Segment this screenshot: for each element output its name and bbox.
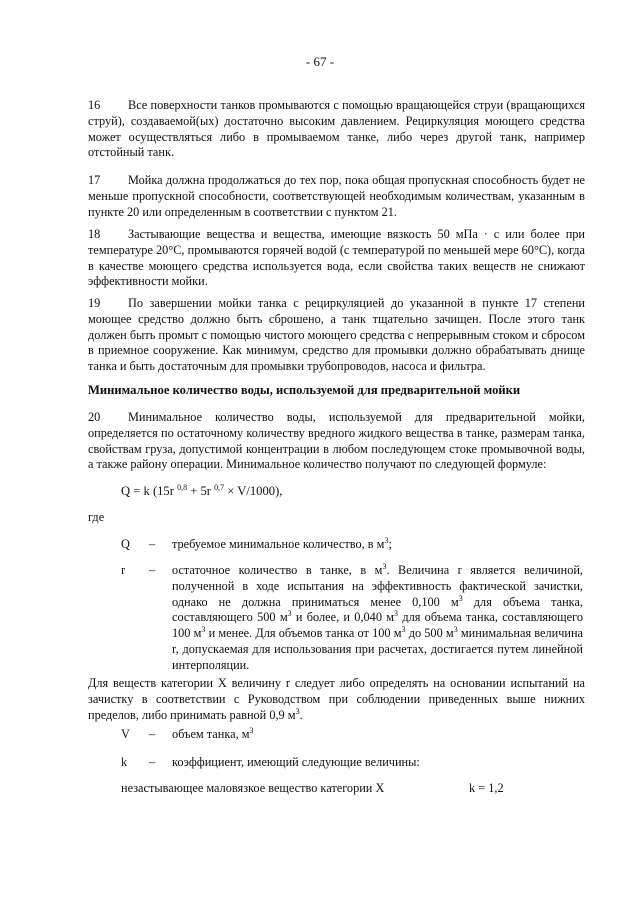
paragraph-number: 18 — [88, 227, 101, 241]
definition-v — [121, 727, 521, 743]
paragraph-17 — [88, 173, 585, 220]
definition-k — [121, 755, 521, 771]
definition-dash: – — [149, 537, 156, 551]
definition-symbol: k — [121, 755, 128, 769]
paragraph-number: 19 — [88, 296, 101, 310]
paragraph-text: Минимальное количество воды, используемой для предварительной мойки, определяется по остаточному количеству вредного жидкого вещества в танке, размерам танка, свойствам груза, допустимой концентрации в любом последующем стоке промывочной воды, а также району операции. Минимальное количество получают по следующей формуле: — [88, 410, 585, 472]
paragraph-19 — [88, 296, 585, 375]
paragraph-20 — [88, 410, 585, 473]
paragraph-number: 17 — [88, 173, 101, 187]
coefficient-value: k = 1,2 — [469, 781, 504, 795]
paragraph-text: Застывающие вещества и вещества, имеющие вязкость 50 мПа · с или более при температуре 20°C, промываются горячей водой (с температурой по меньшей мере 60°C), когда в качестве моющего средства используется вода, если свойства таких веществ не снижают эффективности мойки. — [88, 227, 585, 289]
definition-text: требуемое минимальное количество, в $м^3$; — [172, 535, 392, 551]
section-heading: Минимальное количество воды, используемой для предварительной мойки — [88, 383, 521, 397]
definition-dash: – — [149, 755, 156, 769]
definition-symbol: r — [121, 563, 126, 577]
paragraph-text: Все поверхности танков промываются с помощью вращающейся струи (вращающихся струй), создаваемой(ых) достаточно высоким давлением. Рециркуляция моющего средства может осуществляться либо в промываемом танке, либо через другой танк, например отстойный танк. — [88, 98, 585, 160]
definition-text: остаточное количество в танке, в $м^3$. Величина r является величиной, полученной в ходе испытания на эффективность фактической зачистки, однако не должна приниматься менее 0,100 $м^3$ для объема танка, составляющего 500 $м^3$ и более, и 0,040 $м^3$ для объема танка, составляющего 100 $м^3$ и менее. Для объемов танка от 100 $м^3$ до 500 $м^3$ минимальная величина r, допускаемая для использования при расчетах, достигается путем линейной интерполяции. — [172, 561, 584, 672]
definition-q — [121, 537, 591, 553]
paragraph-18 — [88, 227, 585, 290]
definition-symbol: V — [121, 727, 130, 741]
paragraph-text: Мойка должна продолжаться до тех пор, пока общая пропускная способность будет не меньше пропускной способности, соответствующей необходимым количествам, указанным в пункте 20 или определенным в соответствии с пунктом 21. — [88, 173, 585, 219]
where-label: где — [88, 510, 105, 524]
paragraph-number: 16 — [88, 98, 101, 112]
paragraph-text: По завершении мойки танка с рециркуляцией до указанной в пункте 17 степени моющее средство должно быть сброшено, а танк тщательно зачищен. После этого танк должен быть промыт с помощью чистого моющего средства с непрерывным стоком и сбросом в приемное сооружение. Как минимум, средство для промывки должно обрабатывать днище танка и быть достаточным для промывки трубопроводов, насоса и фильтра. — [88, 296, 585, 374]
coefficient-label: незастывающее маловязкое вещество категории X — [121, 781, 385, 795]
definition-dash: – — [149, 727, 156, 741]
coefficient-row — [121, 781, 516, 796]
paragraph-number: 20 — [88, 410, 101, 424]
formula: Q = k (15r $^{0,8}$ + 5r $^{0,7}$ × V/1000), — [121, 482, 283, 498]
category-x-note: Для веществ категории X величину r следует либо определять на основании испытаний на зачистку в соответствии с Руководством при соблюдении приведенных выше нижних пределов, либо принимать равной 0,9 $м^3$. — [88, 676, 585, 722]
definition-symbol: Q — [121, 537, 130, 551]
definition-text: объем танка, $м^3$ — [172, 725, 254, 741]
page-number: - 67 - — [305, 54, 335, 69]
definition-text: коэффициент, имеющий следующие величины: — [172, 755, 420, 769]
paragraph-16 — [88, 98, 585, 161]
definition-dash: – — [149, 563, 156, 577]
definition-r — [121, 561, 585, 672]
